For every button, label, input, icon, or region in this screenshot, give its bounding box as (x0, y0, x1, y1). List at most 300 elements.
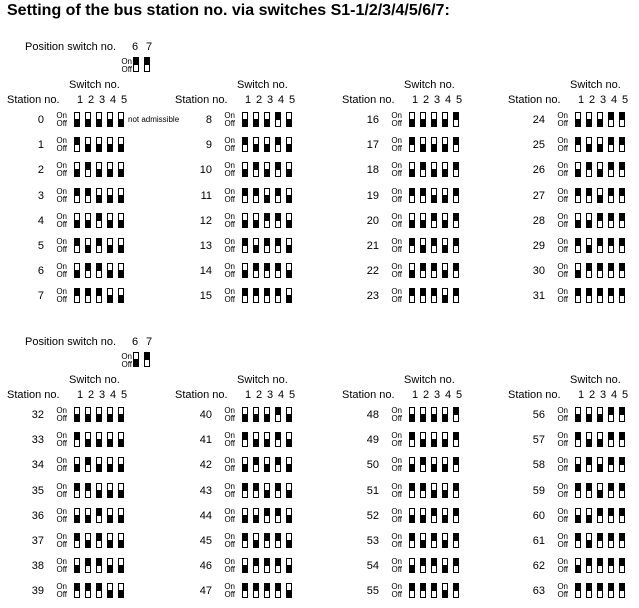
on-off-label: On (557, 557, 568, 567)
switch-5-station-62 (619, 558, 625, 573)
switch-3-station-49 (431, 432, 437, 447)
station-number: 29 (532, 240, 545, 252)
on-off-label: Off (557, 219, 568, 229)
position-switch-number: 6 (132, 41, 139, 53)
switch-1-station-18 (409, 162, 415, 177)
on-off-label: On (56, 431, 67, 441)
on-off-label: On (56, 211, 67, 221)
on-off-label: Off (391, 414, 402, 423)
switch-5-station-22 (453, 263, 459, 278)
on-off-label: On (56, 582, 67, 592)
switch-1-station-53 (409, 533, 415, 548)
switch-1-station-3 (74, 188, 80, 203)
switch-number: 5 (289, 94, 296, 106)
station-number: 14 (199, 265, 212, 278)
on-off-label: On (391, 431, 402, 441)
switch-2-station-30 (586, 263, 592, 278)
switch-4-station-29 (608, 238, 614, 253)
switch-no-header: Switch no. (69, 79, 120, 91)
on-off-label: On (224, 456, 235, 466)
switch-4-station-41 (275, 432, 281, 447)
switch-2-station-63 (586, 583, 592, 598)
switch-2-station-10 (253, 162, 259, 177)
switch-2-station-35 (85, 483, 91, 498)
switch-3-station-46 (264, 558, 270, 573)
on-off-label: On (391, 161, 402, 171)
on-off-label: On (391, 532, 402, 541)
switch-number: 1 (578, 94, 585, 106)
switch-3-station-57 (597, 432, 603, 447)
switch-1-station-61 (575, 533, 581, 548)
on-off-label: On (557, 431, 568, 441)
on-off-label: On (224, 111, 235, 120)
switch-number: 4 (611, 94, 618, 106)
switch-3-station-47 (264, 583, 270, 598)
switch-4-station-59 (608, 483, 614, 498)
switch-1-station-49 (409, 432, 415, 447)
switch-1-station-5 (74, 238, 80, 253)
switch-no-header: Switch no. (404, 374, 455, 386)
switch-2-station-19 (420, 188, 426, 203)
switch-no-header: Switch no. (570, 79, 621, 91)
switch-4-station-25 (608, 137, 614, 152)
switch-1-station-28 (575, 213, 581, 228)
switch-5-station-46 (286, 558, 292, 573)
on-off-label: Off (557, 270, 568, 280)
on-off-label: Off (391, 144, 402, 154)
switch-number: 3 (434, 94, 441, 106)
switch-4-station-3 (107, 188, 113, 203)
station-number: 57 (532, 434, 545, 447)
switch-1-station-42 (242, 457, 248, 472)
on-off-label: On (391, 287, 402, 297)
on-off-label: On (391, 186, 402, 196)
switch-2-station-42 (253, 457, 259, 472)
switch-4-station-58 (608, 457, 614, 472)
switch-4-station-22 (442, 263, 448, 278)
switch-number: 4 (110, 94, 117, 106)
switch-2-station-1 (85, 137, 91, 152)
switch-2-station-49 (420, 432, 426, 447)
on-off-label: On (557, 456, 568, 466)
switch-4-station-40 (275, 407, 281, 422)
switch-2-station-50 (420, 457, 426, 472)
on-off-label: Off (56, 489, 67, 499)
switch-2-station-45 (253, 533, 259, 548)
switch-2-station-16 (420, 112, 426, 127)
on-off-label: Off (557, 464, 568, 474)
on-off-label: Off (557, 119, 568, 128)
station-number: 27 (532, 189, 545, 202)
switch-3-station-38 (96, 558, 102, 573)
switch-1-station-52 (409, 508, 415, 523)
switch-4-station-32 (107, 407, 113, 422)
on-off-label: On (557, 532, 568, 541)
switch-3-station-5 (96, 238, 102, 253)
on-off-label: Off (224, 590, 235, 600)
switch-5-station-30 (619, 263, 625, 278)
station-number: 38 (31, 560, 44, 573)
station-number: 25 (532, 139, 545, 152)
switch-4-station-16 (442, 112, 448, 127)
on-off-label: On (557, 111, 568, 120)
switch-5-station-47 (286, 583, 292, 598)
switch-2-station-17 (420, 137, 426, 152)
switch-3-station-39 (96, 583, 102, 598)
switch-3-station-17 (431, 137, 437, 152)
on-off-label: Off (391, 514, 402, 524)
switch-3-station-29 (597, 238, 603, 253)
switch-number: 5 (289, 389, 296, 401)
switch-2-station-15 (253, 288, 259, 303)
station-number: 30 (532, 265, 545, 278)
switch-2-station-12 (253, 213, 259, 228)
switch-2-station-13 (253, 238, 259, 253)
on-off-label: On (56, 186, 67, 196)
switch-3-station-50 (431, 457, 437, 472)
station-number: 49 (366, 434, 379, 447)
switch-5-station-14 (286, 263, 292, 278)
switch-1-station-29 (575, 238, 581, 253)
switch-3-station-34 (96, 457, 102, 472)
switch-3-station-3 (96, 188, 102, 203)
on-off-label: Off (391, 540, 402, 549)
switch-3-station-31 (597, 288, 603, 303)
switch-number: 1 (245, 94, 252, 106)
on-off-label: Off (557, 194, 568, 204)
switch-2-station-36 (85, 508, 91, 523)
station-number: 7 (37, 290, 44, 303)
on-off-label: Off (557, 169, 568, 179)
switch-4-station-26 (608, 162, 614, 177)
station-number: 19 (366, 189, 379, 202)
switch-no-header: Switch no. (237, 374, 288, 386)
switch-5-station-0 (118, 112, 124, 127)
switch-4-station-2 (107, 162, 113, 177)
station-number: 34 (31, 459, 44, 472)
switch-1-station-33 (74, 432, 80, 447)
on-off-label: Off (557, 144, 568, 154)
on-off-label: Off (391, 219, 402, 229)
switch-5-station-23 (453, 288, 459, 303)
switch-3-station-26 (597, 162, 603, 177)
station-number: 10 (199, 164, 212, 177)
station-number: 48 (366, 409, 379, 421)
switch-1-station-0 (74, 112, 80, 127)
switch-1-station-27 (575, 188, 581, 203)
switch-3-station-11 (264, 188, 270, 203)
page-title: Setting of the bus station no. via switches S1-1/2/3/4/5/6/7: (7, 2, 450, 19)
switch-3-station-18 (431, 162, 437, 177)
switch-3-station-43 (264, 483, 270, 498)
switch-4-station-1 (107, 137, 113, 152)
station-no-header: Station no. (7, 94, 60, 106)
on-off-label: On (557, 406, 568, 415)
switch-1-station-46 (242, 558, 248, 573)
switch-5-station-63 (619, 583, 625, 598)
on-off-label: On (391, 582, 402, 592)
position-switch-label: Position switch no. (25, 41, 117, 53)
on-off-label: Off (391, 439, 402, 449)
position-switch-number: 6 (132, 336, 139, 348)
switch-4-station-39 (107, 583, 113, 598)
switch-4-station-48 (442, 407, 448, 422)
switch-1-station-4 (74, 213, 80, 228)
switch-2-station-5 (85, 238, 91, 253)
on-off-label: On (557, 237, 568, 246)
switch-1-station-60 (575, 508, 581, 523)
switch-2-station-25 (586, 137, 592, 152)
switch-1-station-44 (242, 508, 248, 523)
on-off-label: Off (557, 245, 568, 254)
switch-4-station-30 (608, 263, 614, 278)
on-off-label: On (224, 431, 235, 441)
on-off-label: Off (224, 565, 235, 575)
switch-5-station-49 (453, 432, 459, 447)
switch-2-station-44 (253, 508, 259, 523)
switch-number: 4 (445, 94, 452, 106)
station-number: 61 (532, 535, 545, 547)
switch-5-station-59 (619, 483, 625, 498)
switch-no-header: Switch no. (570, 374, 621, 386)
switch-5-station-61 (619, 533, 625, 548)
switch-2-station-23 (420, 288, 426, 303)
on-off-label: On (56, 406, 67, 415)
station-number: 26 (532, 164, 545, 177)
switch-5-station-36 (118, 508, 124, 523)
on-off-label: Off (224, 489, 235, 499)
switch-4-station-63 (608, 583, 614, 598)
on-off-label: Off (56, 194, 67, 204)
on-off-label: On (391, 136, 402, 146)
station-number: 21 (366, 240, 379, 252)
on-off-label: Off (56, 144, 67, 154)
station-number: 63 (532, 585, 545, 598)
on-off-label: On (56, 237, 67, 246)
switch-1-station-35 (74, 483, 80, 498)
switch-2-station-32 (85, 407, 91, 422)
switch-3-station-58 (597, 457, 603, 472)
on-off-label: Off (56, 219, 67, 229)
switch-number: 1 (77, 94, 84, 106)
station-no-header: Station no. (175, 389, 228, 401)
switch-5-station-60 (619, 508, 625, 523)
station-number: 50 (366, 459, 379, 472)
switch-no-header: Switch no. (404, 79, 455, 91)
switch-3-station-9 (264, 137, 270, 152)
on-off-label: On (224, 532, 235, 541)
switch-1-station-51 (409, 483, 415, 498)
switch-number: 2 (423, 389, 430, 401)
switch-2-station-53 (420, 533, 426, 548)
switch-2-station-14 (253, 263, 259, 278)
switch-3-station-42 (264, 457, 270, 472)
switch-2-station-0 (85, 112, 91, 127)
on-off-label: On (391, 111, 402, 120)
on-off-label: Off (557, 414, 568, 423)
switch-4-station-31 (608, 288, 614, 303)
position-switch-7 (144, 352, 150, 367)
on-off-label: On (557, 262, 568, 272)
on-off-label: On (56, 557, 67, 567)
switch-2-station-4 (85, 213, 91, 228)
switch-5-station-50 (453, 457, 459, 472)
switch-3-station-60 (597, 508, 603, 523)
switch-number: 2 (423, 94, 430, 106)
switch-5-station-55 (453, 583, 459, 598)
switch-5-station-1 (118, 137, 124, 152)
switch-number: 4 (278, 389, 285, 401)
switch-5-station-44 (286, 508, 292, 523)
station-no-header: Station no. (175, 94, 228, 106)
switch-1-station-15 (242, 288, 248, 303)
switch-2-station-28 (586, 213, 592, 228)
switch-3-station-59 (597, 483, 603, 498)
on-off-label: Off (557, 439, 568, 449)
switch-2-station-48 (420, 407, 426, 422)
station-number: 13 (199, 240, 212, 252)
on-off-label: On (56, 136, 67, 146)
switch-number: 3 (267, 94, 274, 106)
station-number: 23 (366, 290, 379, 303)
switch-5-station-18 (453, 162, 459, 177)
station-number: 62 (532, 560, 545, 573)
on-off-label: On (391, 406, 402, 415)
switch-5-station-53 (453, 533, 459, 548)
on-off-label: On (224, 211, 235, 221)
switch-5-station-31 (619, 288, 625, 303)
switch-1-station-59 (575, 483, 581, 498)
on-off-label: On (224, 136, 235, 146)
switch-3-station-41 (264, 432, 270, 447)
switch-3-station-37 (96, 533, 102, 548)
switch-4-station-43 (275, 483, 281, 498)
station-number: 9 (205, 139, 212, 152)
switch-2-station-2 (85, 162, 91, 177)
switch-1-station-12 (242, 213, 248, 228)
switch-4-station-61 (608, 533, 614, 548)
switch-5-station-24 (619, 112, 625, 127)
on-off-label: Off (557, 295, 568, 305)
on-off-label: On (56, 532, 67, 541)
on-off-label: Off (56, 514, 67, 524)
on-off-label: Off (557, 540, 568, 549)
on-off-label: Off (56, 464, 67, 474)
switch-1-station-24 (575, 112, 581, 127)
switch-3-station-12 (264, 213, 270, 228)
switch-4-station-55 (442, 583, 448, 598)
switch-1-station-57 (575, 432, 581, 447)
switch-5-station-48 (453, 407, 459, 422)
switch-number: 2 (589, 94, 596, 106)
switch-1-station-36 (74, 508, 80, 523)
switch-5-station-35 (118, 483, 124, 498)
switch-4-station-8 (275, 112, 281, 127)
switch-3-station-48 (431, 407, 437, 422)
on-off-label: On (121, 57, 132, 66)
switch-5-station-43 (286, 483, 292, 498)
switch-4-station-13 (275, 238, 281, 253)
switch-4-station-56 (608, 407, 614, 422)
switch-1-station-62 (575, 558, 581, 573)
switch-3-station-27 (597, 188, 603, 203)
switch-3-station-25 (597, 137, 603, 152)
station-number: 44 (199, 509, 212, 522)
station-number: 15 (199, 290, 212, 303)
on-off-label: Off (391, 590, 402, 600)
on-off-label: Off (391, 489, 402, 499)
switch-3-station-33 (96, 432, 102, 447)
switch-number: 3 (267, 389, 274, 401)
switch-3-station-61 (597, 533, 603, 548)
switch-1-station-32 (74, 407, 80, 422)
switch-4-station-20 (442, 213, 448, 228)
switch-3-station-63 (597, 583, 603, 598)
switch-3-station-22 (431, 263, 437, 278)
on-off-label: On (557, 582, 568, 592)
switch-5-station-45 (286, 533, 292, 548)
switch-5-station-56 (619, 407, 625, 422)
position-switch-6 (133, 57, 139, 72)
switch-2-station-51 (420, 483, 426, 498)
switch-5-station-2 (118, 162, 124, 177)
switch-number: 1 (245, 389, 252, 401)
switch-4-station-10 (275, 162, 281, 177)
switch-4-station-57 (608, 432, 614, 447)
switch-4-station-6 (107, 263, 113, 278)
switch-1-station-1 (74, 137, 80, 152)
position-switch-number: 7 (146, 336, 153, 348)
on-off-label: On (56, 287, 67, 297)
on-off-label: Off (224, 295, 235, 305)
switch-1-station-10 (242, 162, 248, 177)
on-off-label: Off (56, 540, 67, 549)
switch-4-station-11 (275, 188, 281, 203)
station-number: 32 (31, 409, 44, 421)
station-number: 46 (199, 560, 212, 573)
switch-4-station-7 (107, 288, 113, 303)
switch-3-station-52 (431, 508, 437, 523)
switch-5-station-25 (619, 137, 625, 152)
on-off-label: Off (391, 169, 402, 179)
switch-3-station-8 (264, 112, 270, 127)
switch-5-station-26 (619, 162, 625, 177)
on-off-label: On (557, 161, 568, 171)
switch-1-station-56 (575, 407, 581, 422)
switch-number: 5 (121, 94, 128, 106)
switch-1-station-30 (575, 263, 581, 278)
switch-4-station-21 (442, 238, 448, 253)
switch-number: 2 (589, 389, 596, 401)
on-off-label: On (224, 406, 235, 415)
position-switch-number: 7 (146, 41, 153, 53)
switch-2-station-9 (253, 137, 259, 152)
switch-4-station-38 (107, 558, 113, 573)
on-off-label: On (224, 287, 235, 297)
switch-3-station-10 (264, 162, 270, 177)
station-number: 17 (366, 139, 379, 152)
switch-1-station-47 (242, 583, 248, 598)
switch-5-station-15 (286, 288, 292, 303)
switch-5-station-40 (286, 407, 292, 422)
switch-5-station-33 (118, 432, 124, 447)
switch-4-station-27 (608, 188, 614, 203)
on-off-label: On (56, 111, 67, 120)
switch-5-station-10 (286, 162, 292, 177)
on-off-label: Off (56, 119, 67, 128)
on-off-label: On (56, 481, 67, 491)
switch-number: 2 (256, 94, 263, 106)
